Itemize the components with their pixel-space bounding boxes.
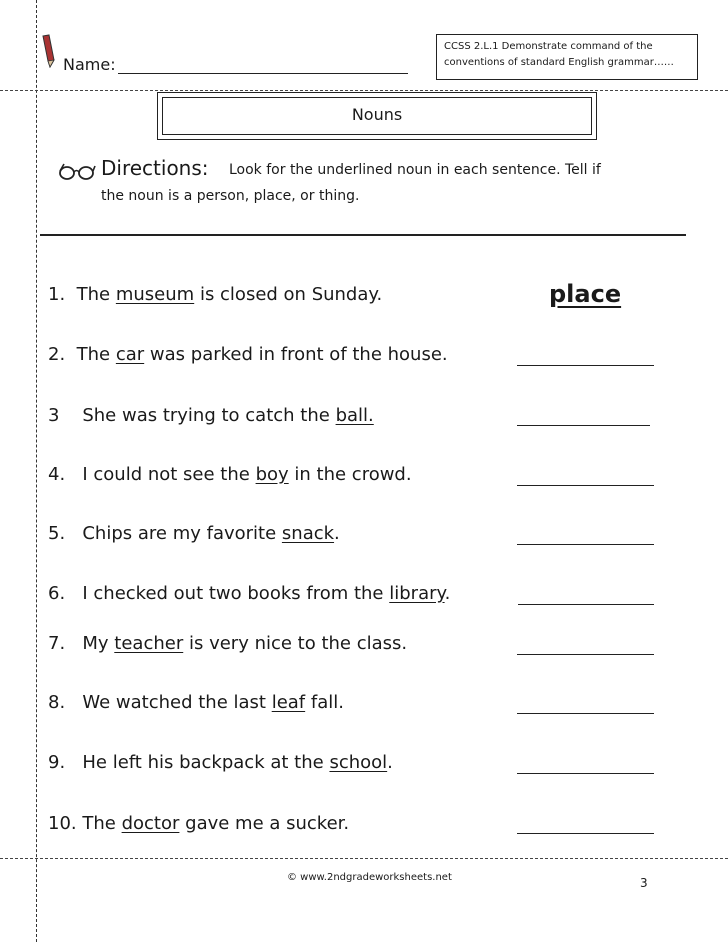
answer-line-10[interactable] xyxy=(517,833,654,834)
answer-line-9[interactable] xyxy=(517,773,654,774)
question-text-before: She was trying to catch the xyxy=(82,405,330,426)
question-9 xyxy=(48,752,393,773)
answer-example: place xyxy=(549,280,622,308)
underlined-noun: leaf xyxy=(271,692,306,713)
answer-line-7[interactable] xyxy=(517,654,654,655)
question-number: 1. xyxy=(48,284,66,305)
underlined-noun: library xyxy=(389,583,445,604)
question-text-before: The xyxy=(82,813,116,834)
question-text-before: The xyxy=(76,344,111,365)
answer-line-8[interactable] xyxy=(517,713,654,714)
question-number: 2. xyxy=(48,344,66,365)
question-text-after: is closed on Sunday. xyxy=(199,284,383,305)
underlined-noun: snack xyxy=(281,523,335,544)
question-text-before: I could not see the xyxy=(82,464,250,485)
top-cut-line xyxy=(0,90,728,91)
question-text-before: We watched the last xyxy=(82,692,266,713)
question-6 xyxy=(48,583,450,604)
underlined-noun: car xyxy=(115,344,145,365)
question-5 xyxy=(48,523,340,544)
name-label: Name: xyxy=(63,55,116,74)
question-text-before: The xyxy=(76,284,111,305)
answer-line-6[interactable] xyxy=(518,604,654,605)
question-text-after: in the crowd. xyxy=(294,464,412,485)
underlined-noun: boy xyxy=(255,464,289,485)
underlined-noun: museum xyxy=(115,284,195,305)
left-cut-line xyxy=(36,0,37,942)
question-number: 10. xyxy=(48,813,77,834)
question-text-after: fall. xyxy=(310,692,344,713)
standard-line-2: conventions of standard English grammar…… xyxy=(444,57,674,68)
question-number: 7. xyxy=(48,633,66,654)
question-text-after: gave me a sucker. xyxy=(185,813,350,834)
underlined-noun: ball. xyxy=(335,405,374,426)
question-number: 9. xyxy=(48,752,66,773)
question-text-after: is very nice to the class. xyxy=(188,633,408,654)
question-7 xyxy=(48,633,407,654)
question-text-after: . xyxy=(334,523,340,544)
question-text-after: . xyxy=(387,752,393,773)
question-number: 3 xyxy=(48,405,60,426)
glasses-icon xyxy=(58,160,96,182)
question-text-after: . xyxy=(444,583,451,604)
underlined-noun: teacher xyxy=(114,633,184,654)
page-number: 3 xyxy=(640,876,648,890)
answer-line-5[interactable] xyxy=(517,544,654,545)
bottom-cut-line xyxy=(0,858,728,859)
answer-line-3[interactable] xyxy=(517,425,650,426)
question-8 xyxy=(48,692,344,713)
answer-line-4[interactable] xyxy=(517,485,654,486)
directions-line-1: Look for the underlined noun in each sentence. Tell if xyxy=(229,162,601,178)
question-number: 5. xyxy=(48,523,66,544)
question-text-after: was parked in front of the house. xyxy=(149,344,448,365)
question-4 xyxy=(48,464,412,485)
question-text-before: He left his backpack at the xyxy=(82,752,324,773)
question-text-before: My xyxy=(82,633,109,654)
question-3 xyxy=(48,405,374,426)
page-title: Nouns xyxy=(162,97,592,135)
standard-line-1: CCSS 2.L.1 Demonstrate command of the xyxy=(444,41,653,52)
directions-label: Directions: xyxy=(101,156,209,180)
question-2 xyxy=(48,344,448,365)
question-number: 8. xyxy=(48,692,66,713)
name-field[interactable] xyxy=(118,73,408,74)
section-divider xyxy=(40,234,686,236)
question-text-before: I checked out two books from the xyxy=(82,583,384,604)
copyright-text: © www.2ndgradeworksheets.net xyxy=(287,872,452,883)
title-box xyxy=(157,92,597,140)
question-number: 6. xyxy=(48,583,66,604)
answer-line-2[interactable] xyxy=(517,365,654,366)
directions-line-2: the noun is a person, place, or thing. xyxy=(101,188,360,204)
underlined-noun: doctor xyxy=(121,813,180,834)
question-10 xyxy=(48,813,349,834)
standard-box xyxy=(436,34,698,80)
question-number: 4. xyxy=(48,464,66,485)
question-1 xyxy=(48,284,382,305)
underlined-noun: school xyxy=(329,752,388,773)
pencil-icon xyxy=(40,34,56,68)
question-text-before: Chips are my favorite xyxy=(82,523,277,544)
